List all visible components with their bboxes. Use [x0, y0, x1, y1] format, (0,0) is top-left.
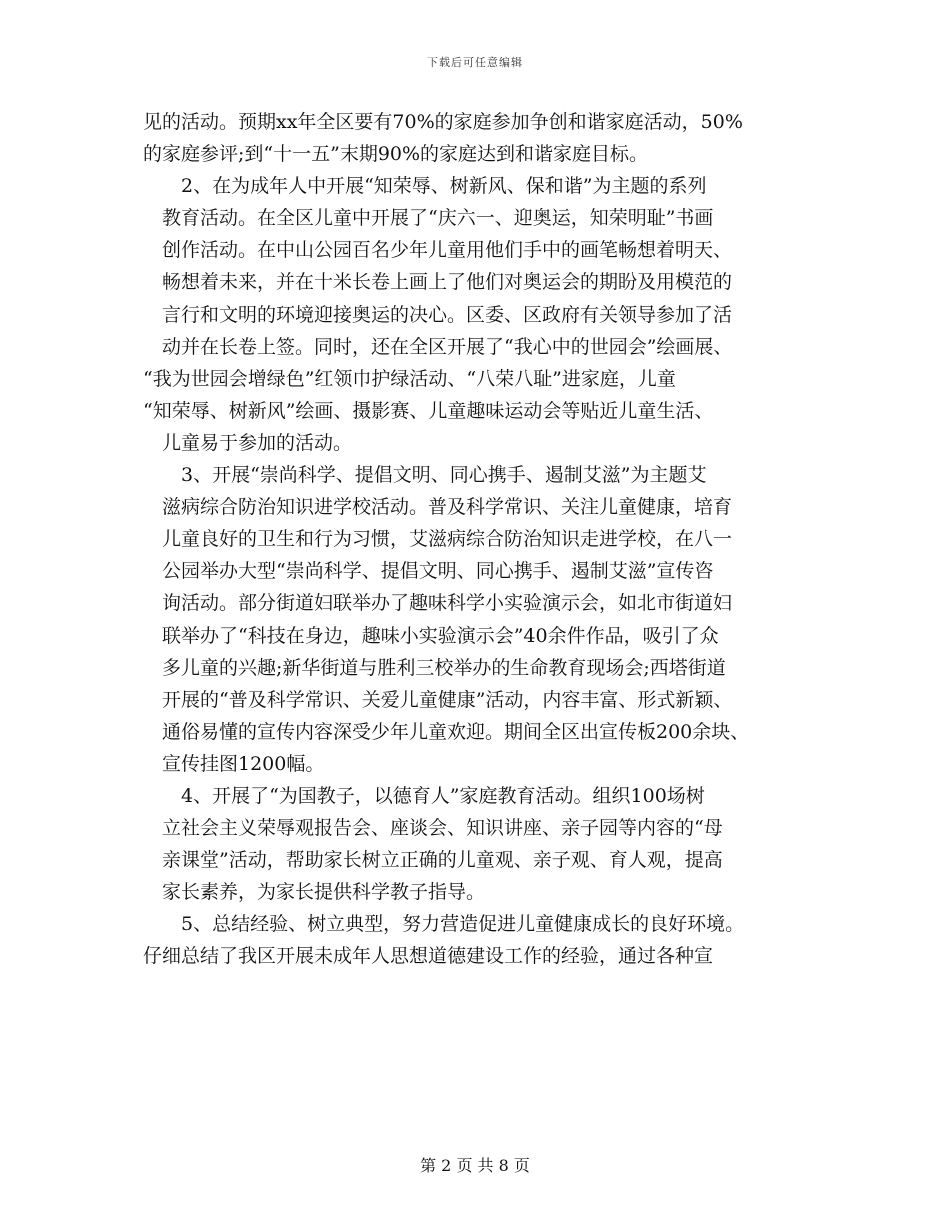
- body-line: 创作活动。在中山公园百名少年儿童用他们手中的画笔畅想着明天、: [143, 239, 733, 262]
- body-line: 立社会主义荣辱观报告会、座谈会、知识讲座、亲子园等内容的“母: [143, 817, 723, 840]
- page-header: 下载后可任意编辑: [427, 56, 523, 69]
- body-line: 宣传挂图1200幅。: [143, 752, 325, 775]
- body-line: 多儿童的兴趣;新华街道与胜利三校举办的生命教育现场会;西塔街道: [143, 656, 726, 679]
- body-line: 滋病综合防治知识进学校活动。普及科学常识、关注儿童健康，培育: [143, 496, 733, 519]
- body-line: 家长素养，为家长提供科学教子指导。: [143, 881, 486, 904]
- body-line: 动并在长卷上签。同时，还在全区开展了“我心中的世园会”绘画展、: [143, 335, 733, 358]
- body-text: [143, 106, 813, 973]
- body-line: 言行和文明的环境迎接奥运的决心。区委、区政府有关领导参加了活: [143, 303, 733, 326]
- body-line: 亲课堂”活动，帮助家长树立正确的儿童观、亲子观、育人观，提高: [143, 849, 723, 872]
- body-line: 5、总结经验、树立典型，努力营造促进儿童健康成长的良好环境。: [143, 913, 745, 936]
- body-line: 2、在为成年人中开展“知荣辱、树新风、保和谐”为主题的系列: [143, 175, 707, 198]
- body-line: “我为世园会增绿色”红领巾护绿活动、“八荣八耻”进家庭，儿童: [143, 367, 676, 390]
- body-line: 教育活动。在全区儿童中开展了“庆六一、迎奥运，知荣明耻”书画: [143, 207, 714, 230]
- body-line: 开展的“普及科学常识、关爱儿童健康”活动，内容丰富、形式新颖、: [143, 688, 733, 711]
- body-line: 联举办了“科技在身边，趣味小实验演示会”40余件作品，吸引了众: [143, 624, 719, 647]
- body-line: 公园举办大型“崇尚科学、提倡文明、同心携手、遏制艾滋”宣传咨: [143, 560, 714, 583]
- page-footer: 第 2 页 共 8 页: [420, 1156, 530, 1175]
- body-line: 3、开展“崇尚科学、提倡文明、同心携手、遏制艾滋”为主题艾: [143, 464, 707, 487]
- body-line: 通俗易懂的宣传内容深受少年儿童欢迎。期间全区出宣传板200余块、: [143, 720, 750, 743]
- body-line: 儿童良好的卫生和行为习惯，艾滋病综合防治知识走进学校，在八一: [143, 528, 733, 551]
- body-line: 见的活动。预期xx年全区要有70%的家庭参加争创和谐家庭活动，50%: [143, 111, 743, 133]
- body-line: 的家庭参评;到“十一五”末期90%的家庭达到和谐家庭目标。: [143, 143, 649, 166]
- body-line: 询活动。部分街道妇联举办了趣味科学小实验演示会，如北市街道妇: [143, 592, 733, 615]
- body-line: 畅想着未来，并在十米长卷上画上了他们对奥运会的期盼及用模范的: [143, 271, 733, 294]
- body-line: 4、开展了“为国教子，以德育人”家庭教育活动。组织100场树: [143, 784, 705, 807]
- body-line: 仔细总结了我区开展未成年人思想道德建设工作的经验，通过各种宣: [143, 945, 714, 968]
- body-line: 儿童易于参加的活动。: [143, 431, 353, 454]
- body-line: “知荣辱、树新风”绘画、摄影赛、儿童趣味运动会等贴近儿童生活、: [143, 399, 714, 422]
